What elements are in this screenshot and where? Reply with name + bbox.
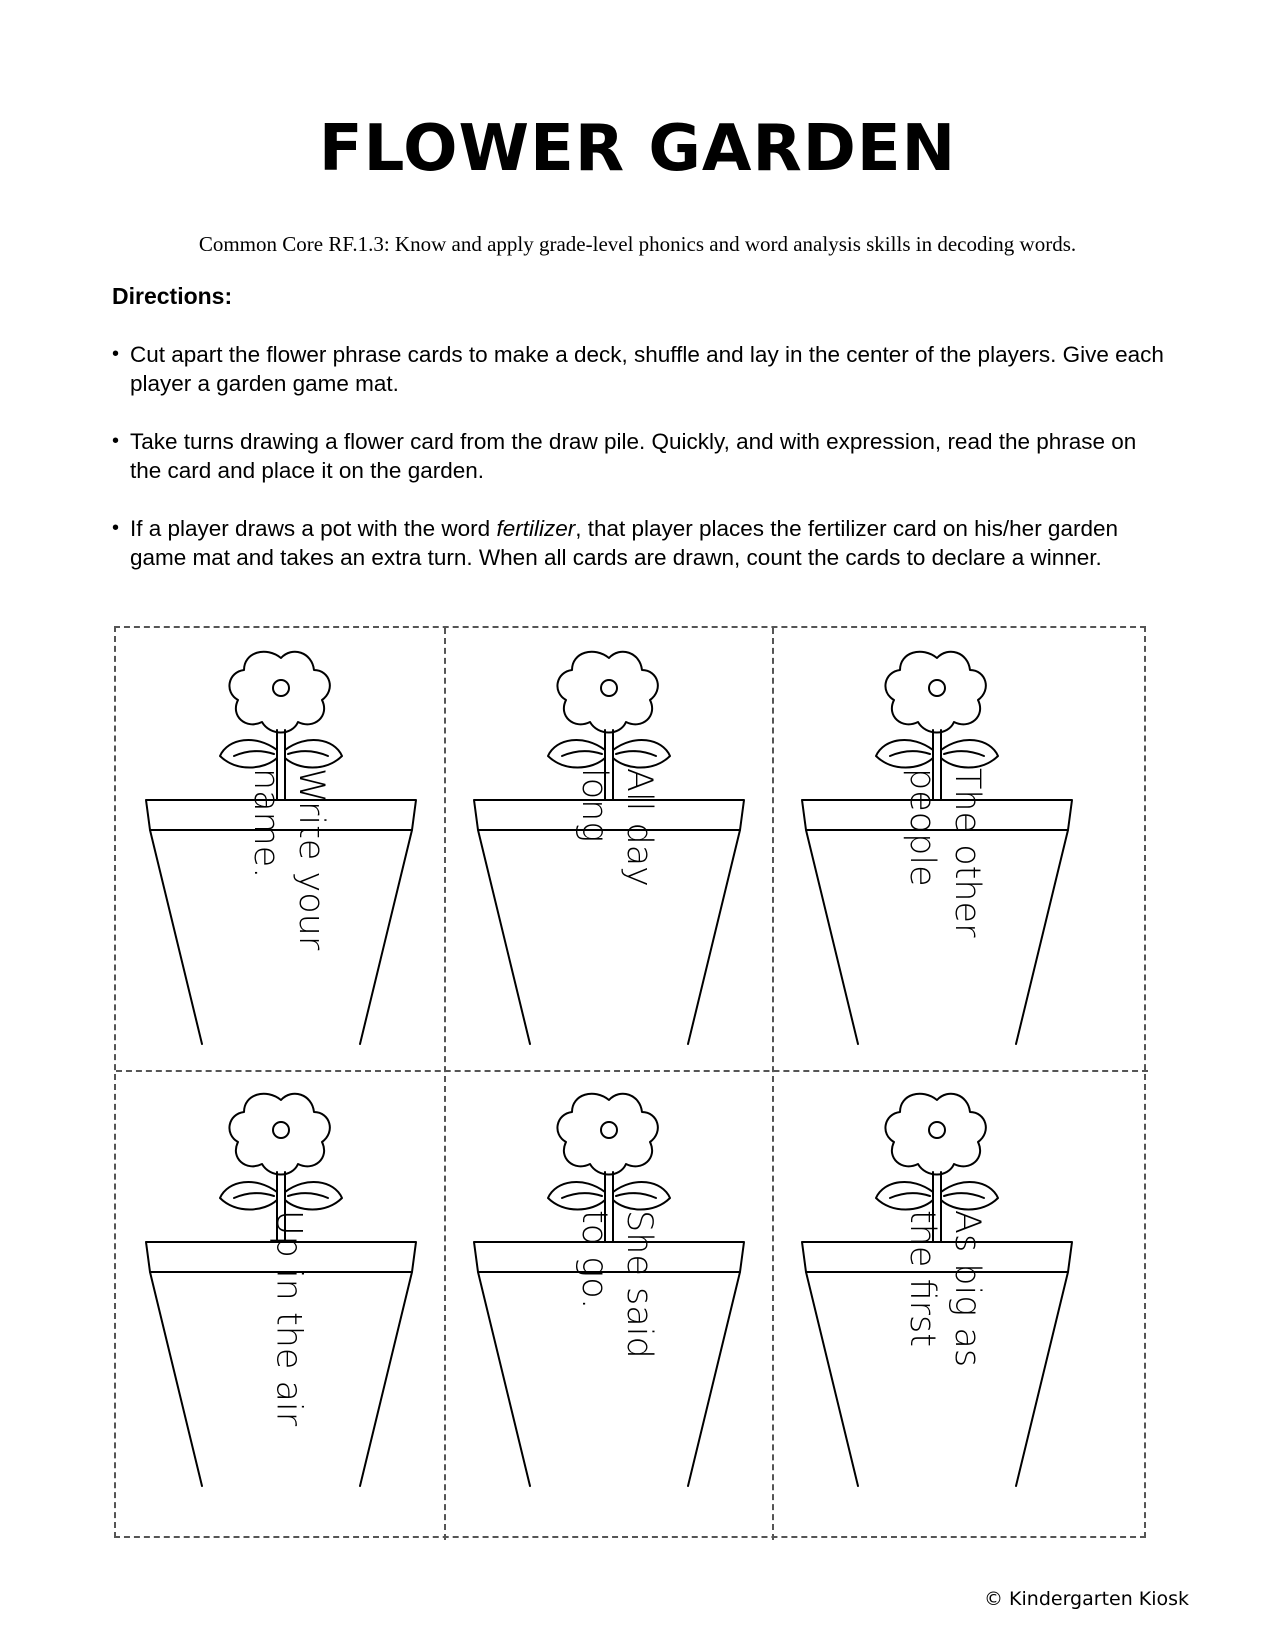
flower-card[interactable] [444,1070,788,1526]
flower-card[interactable] [772,628,1116,1084]
bullet-icon: • [112,517,120,539]
direction-text-2: Take turns drawing a flower card from the draw pile. Quickly, and with expression, read the phrase on the card and place it on the garden. [130,429,1137,483]
direction-text-1: Cut apart the flower phrase cards to make a deck, shuffle and lay in the center of the players. Give each player a garden game mat. [130,342,1164,396]
card-phrase: Up in the air [268,1210,309,1427]
bullet-icon: • [112,343,120,365]
card-phrase: The other people [902,768,987,938]
copyright-text: © Kindergarten Kiosk [984,1588,1190,1610]
flower-card-grid [114,626,1146,1538]
card-phrase: As big as the first [902,1210,987,1368]
flower-card[interactable] [116,1070,460,1526]
direction-item-3 [112,514,1172,572]
fertilizer-word: fertilizer [496,516,576,541]
flower-card[interactable] [116,628,460,1084]
direction-item-2 [112,427,1172,485]
card-phrase: She said to go. [574,1210,659,1359]
card-phrase: All day long [574,768,659,887]
flower-card[interactable] [772,1070,1116,1526]
direction-item-1 [112,340,1172,398]
card-phrase: Write your name. [246,768,331,951]
flower-card[interactable] [444,628,788,1084]
directions-heading: Directions: [112,283,233,309]
common-core-standard: Common Core RF.1.3: Know and apply grade-level phonics and word analysis skills in decoding words. [198,232,1077,256]
bullet-icon: • [112,430,120,452]
worksheet-title: FLOWER GARDEN [318,112,957,186]
direction-text-3: If a player draws a pot with the word fertilizer, that player places the fertilizer card on his/her garden game mat and takes an extra turn. When all cards are drawn, count the cards to declare a winner. [130,516,1118,570]
